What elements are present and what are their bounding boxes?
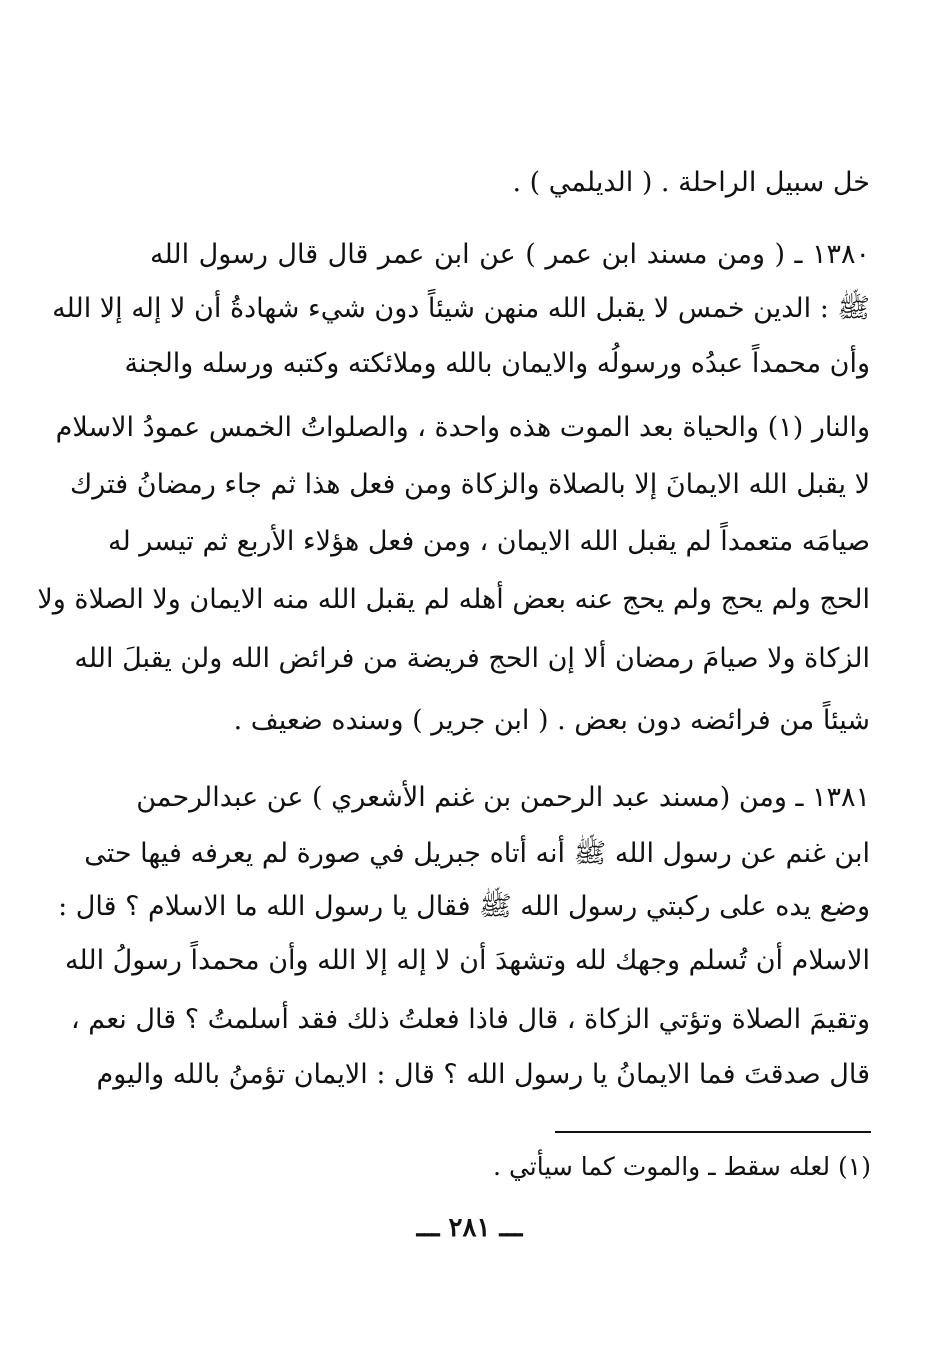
text-line-16: قال صدقتَ فما الايمانُ يا رسول الله ؟ قال : الايمان تؤمنُ بالله واليوم	[96, 1059, 870, 1090]
text-line-4: وأن محمداً عبدُه ورسولُه والايمان بالله وملائكته وكتبه ورسله والجنة	[124, 348, 870, 379]
text-line-13: وضع يده على ركبتي رسول الله ﷺ فقال يا رسول الله ما الاسلام ؟ قال :	[58, 891, 870, 922]
footnote-divider	[555, 1131, 871, 1133]
text-line-12: ابن غنم عن رسول الله ﷺ أنه أتاه جبريل في صورة لم يعرفه فيها حتى	[84, 838, 870, 869]
text-line-3: ﷺ : الدين خمس لا يقبل الله منهن شيئاً دون شيء شهادةُ أن لا إله إلا الله	[52, 293, 870, 324]
text-line-1: خل سبيل الراحلة . ( الديلمي ) .	[512, 167, 870, 198]
text-line-14: الاسلام أن تُسلم وجهك لله وتشهدَ أن لا إله إلا الله وأن محمداً رسولُ الله	[64, 945, 870, 976]
text-line-11: ١٣٨١ ـ ومن (مسند عبد الرحمن بن غنم الأشعري ) عن عبدالرحمن	[136, 782, 870, 813]
footnote: (١) لعله سقط ـ والموت كما سيأتي .	[493, 1152, 871, 1181]
text-line-2: ١٣٨٠ ـ ( ومن مسند ابن عمر ) عن ابن عمر قال قال رسول الله	[150, 239, 870, 270]
text-line-9: الزكاة ولا صيامَ رمضان ألا إن الحج فريضة من فرائض الله ولن يقبلَ الله	[74, 643, 870, 674]
text-line-10: شيئاً من فرائضه دون بعض . ( ابن جرير ) وسنده ضعيف .	[233, 705, 870, 736]
text-line-7: صيامَه متعمداً لم يقبل الله الايمان ، ومن فعل هؤلاء الأربع ثم تيسر له	[108, 526, 870, 557]
text-line-15: وتقيمَ الصلاة وتؤتي الزكاة ، قال فاذا فعلتُ ذلك فقد أسلمتُ ؟ قال نعم ،	[71, 1004, 870, 1035]
text-line-8: الحج ولم يحج ولم يحج عنه بعض أهله لم يقبل الله منه الايمان ولا الصلاة ولا	[37, 584, 870, 615]
text-line-6: لا يقبل الله الايمانَ إلا بالصلاة والزكاة ومن فعل هذا ثم جاء رمضانُ فترك	[69, 469, 870, 500]
text-line-5: والنار (١) والحياة بعد الموت هذه واحدة ، والصلواتُ الخمس عمودُ الاسلام	[55, 412, 870, 443]
page-number: ـــ ٢٨١ ـــ	[416, 1213, 523, 1243]
